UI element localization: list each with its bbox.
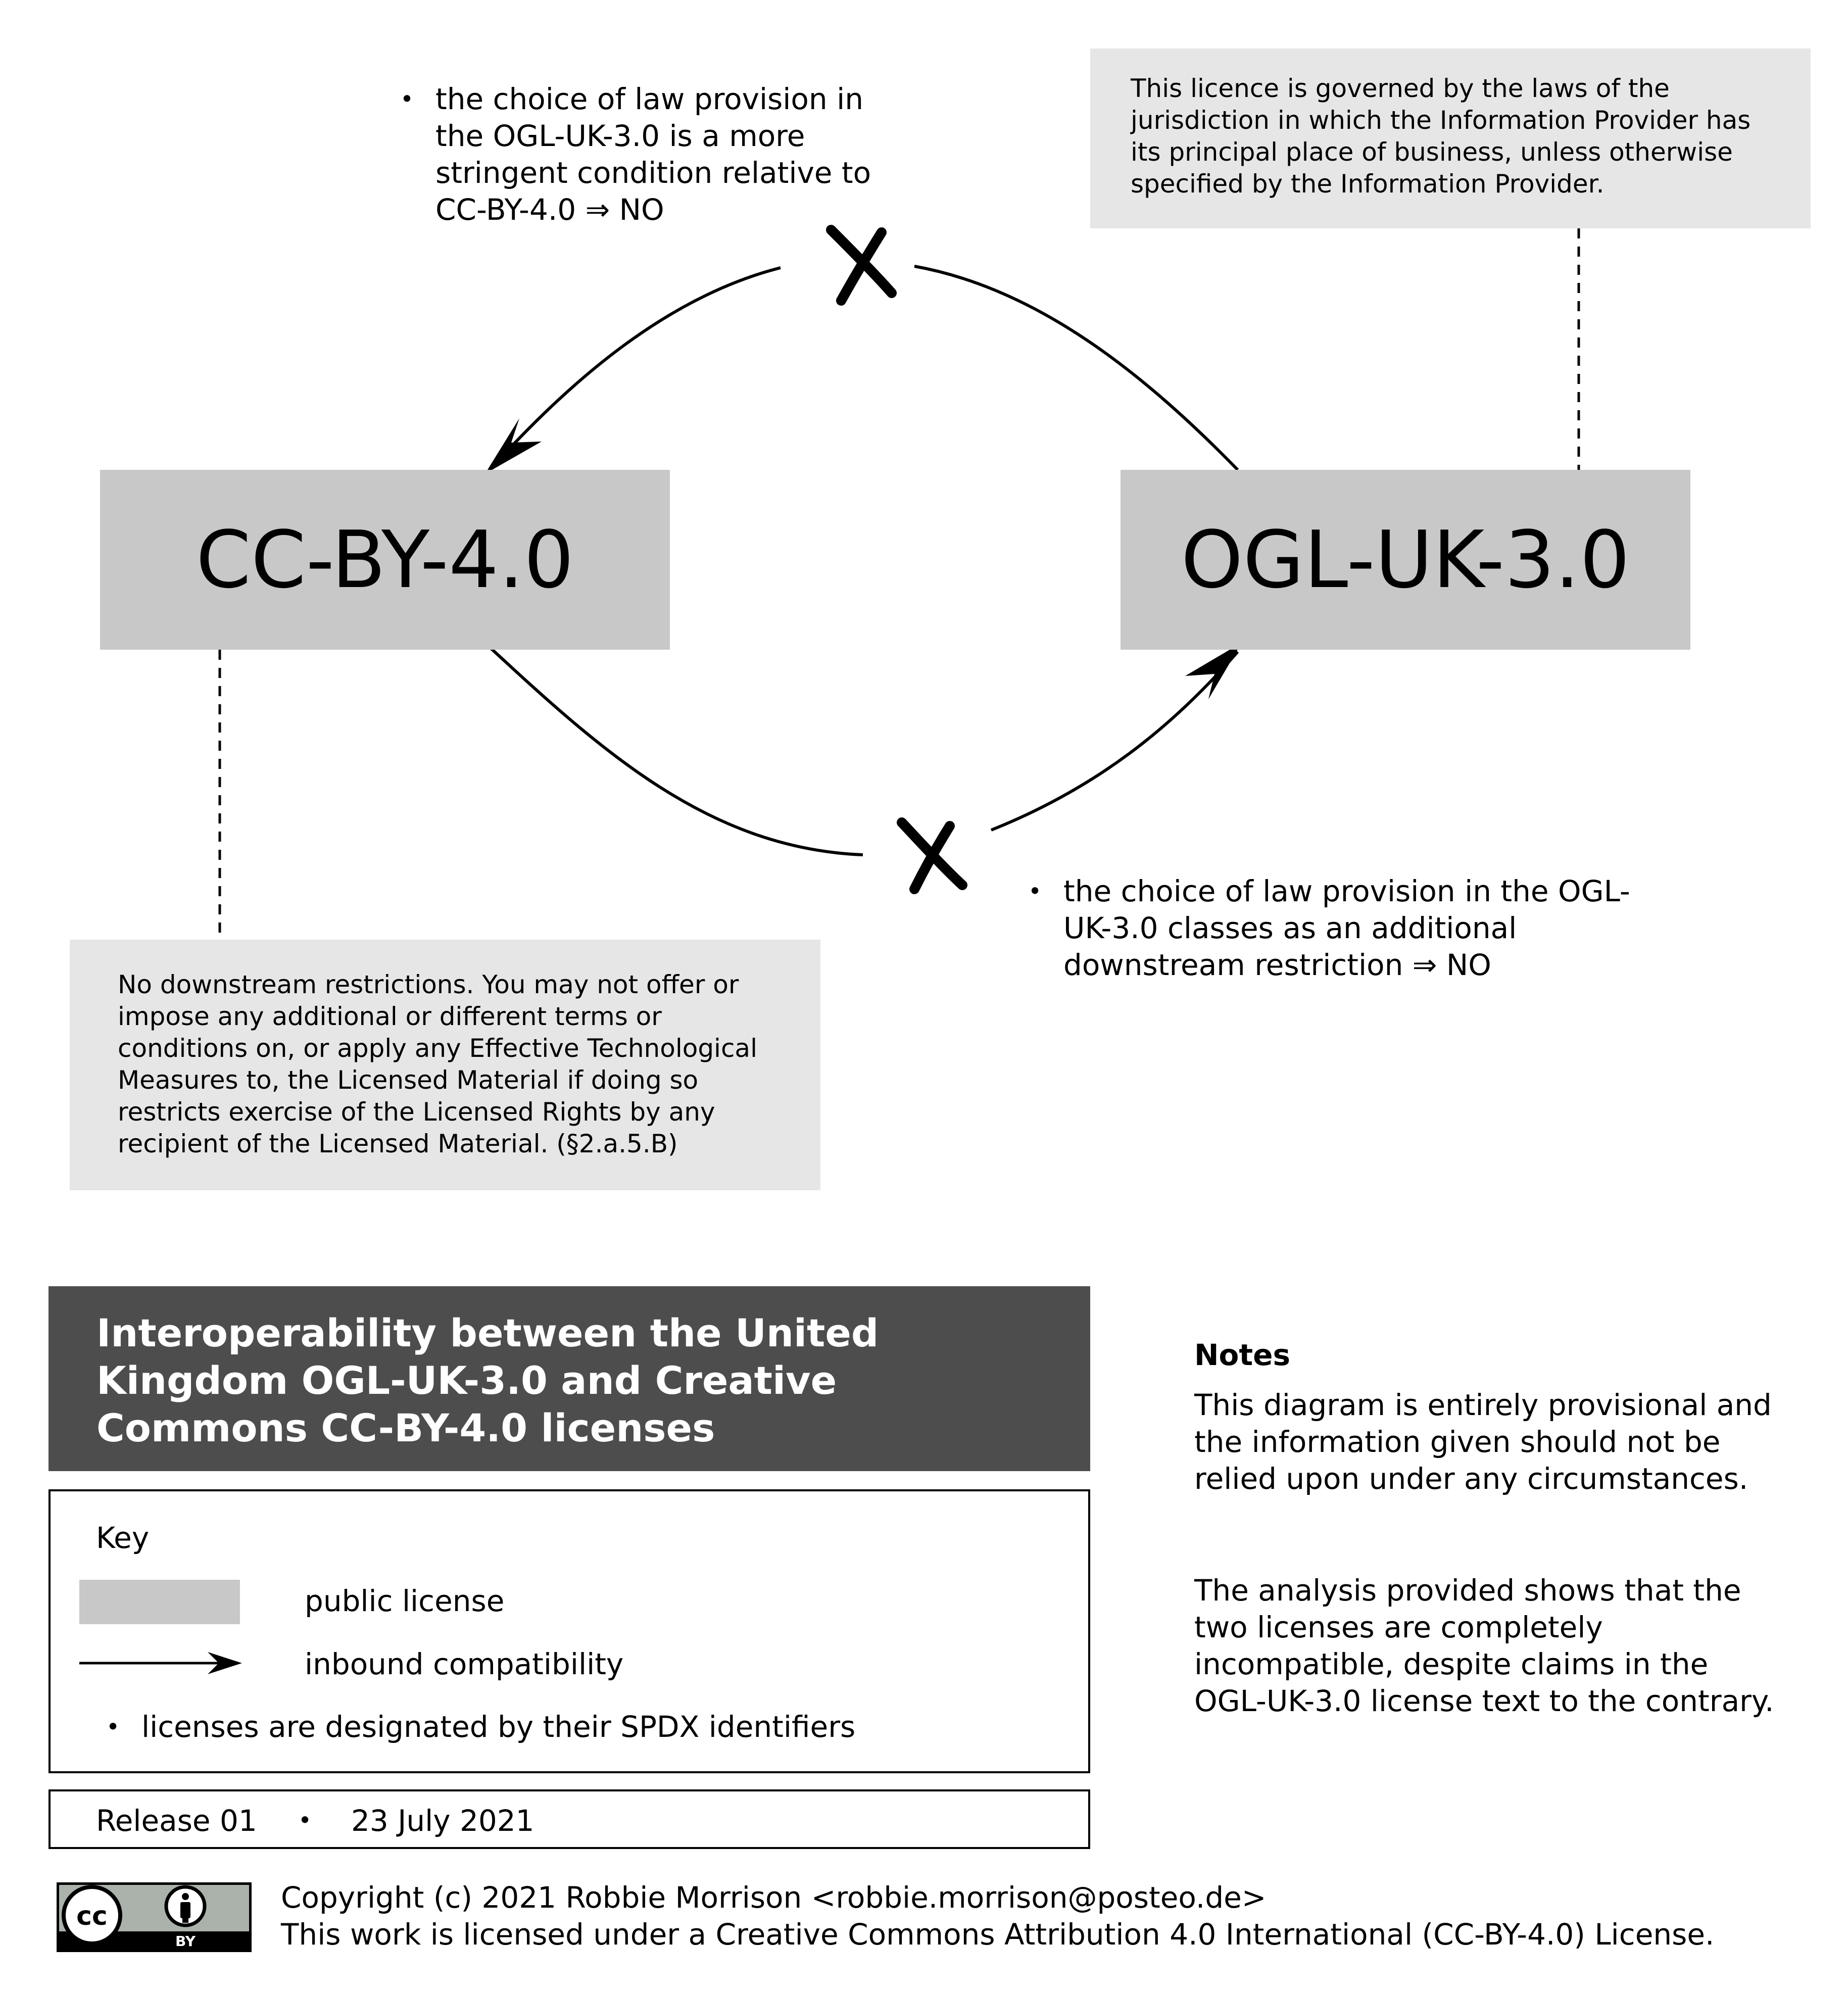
copyright-notice: Copyright (c) 2021 Robbie Morrison <robbie.morrison@posteo.de> [281,1880,1267,1915]
cc-to-ogl-note: • the choice of law provision in the OGL-UK-3.0 classes as an additional downstream restriction ⇒ NO [1028,873,1675,984]
ogl-to-cc-curve-left [488,268,781,472]
release-info [48,1789,1090,1849]
license-notice: This work is licensed under a Creative Commons Attribution 4.0 International (CC-BY-4.0) License. [281,1917,1715,1952]
separator-dot: • [298,1807,312,1834]
public-license-swatch [79,1580,240,1624]
key-inbound-compatibility-label: inbound compatibility [305,1647,624,1681]
license-label: CC-BY-4.0 [196,514,574,606]
legend-key [48,1489,1090,1773]
license-node-cc-by-4 [100,470,670,650]
arrow-icon [79,1648,246,1678]
key-spdx-note: • licenses are designated by their SPDX identifiers [106,1709,1066,1745]
cc-to-ogl-curve-left [489,647,863,855]
key-public-license-label: public license [305,1584,505,1618]
blocked-cross-icon [902,822,962,889]
ogl-to-cc-curve-right [914,266,1238,470]
ogl-to-cc-arrowhead [485,418,542,474]
ogl-to-cc-note: • the choice of law provision in the OGL-UK-3.0 is a more stringent condition relative to CC-BY-4.0 ⇒ NO [400,81,905,228]
cc-to-ogl-arrowhead [1185,643,1242,699]
ogl-license-quote: This licence is governed by the laws of the jurisdiction in which the Information Provider has its principal place of business, unless otherwise specified by the Information Provider. [1090,48,1811,228]
release-date: 23 July 2021 [351,1804,534,1838]
key-heading: Key [96,1521,150,1555]
diagram-title: Interoperability between the United Kingdom OGL-UK-3.0 and Creative Commons CC-BY-4.0 licenses [48,1286,1090,1471]
notes-heading: Notes [1194,1338,1290,1372]
notes-paragraph: The analysis provided shows that the two licenses are completely incompatible, despite claims in the OGL-UK-3.0 license text to the contrary. [1194,1573,1774,1718]
cc-to-ogl-curve-right [991,652,1238,830]
notes-paragraph: This diagram is entirely provisional and the information given should not be relied upon under any circumstances. [1194,1388,1772,1496]
blocked-cross-icon [831,230,892,301]
license-node-ogl-uk-3 [1121,470,1690,650]
release-label: Release 01 [96,1804,257,1838]
cc-by-badge-icon [57,1882,252,1952]
badge-label: BY [175,1933,196,1950]
cc-license-quote: No downstream restrictions. You may not offer or impose any additional or different terms or conditions on, or apply any Effective Technological Measures to, the Licensed Material if doing so restricts exercise of the Licensed Rights by any recipient of the Licensed Material. (§2.a.5.B) [70,940,820,1190]
badge-symbol: cc [76,1901,108,1931]
license-label: OGL-UK-3.0 [1181,514,1630,606]
